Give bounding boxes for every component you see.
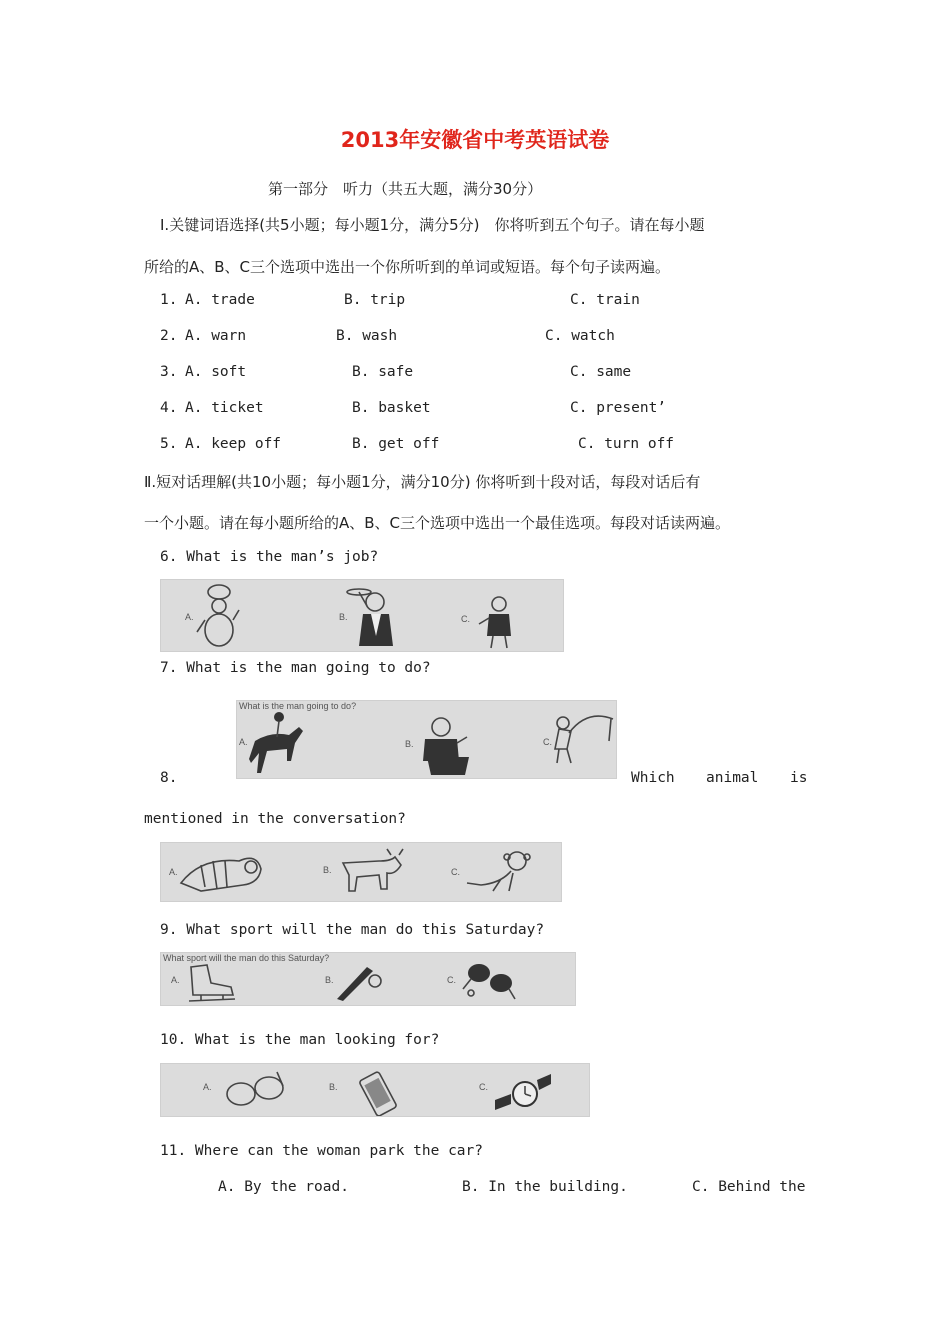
q10-picture-strip [160,1063,590,1117]
option-letter: A. [171,975,180,985]
option-letter: A. [203,1082,212,1092]
section1-instructions: I.关键词语选择(共5小题；每小题1分，满分5分) 你将听到五个句子。请在每小题 [160,216,705,234]
option-c: C. turn off [578,436,675,452]
option-letter: C. [447,975,456,985]
fisherman-icon [555,716,613,763]
page-title: 2013年安徽省中考英语试卷 [340,128,610,152]
waiter-icon [347,589,393,646]
q11-option-b: B. In the building. [462,1179,628,1195]
option-letter: B. [339,612,348,622]
option-letter: C. [461,614,470,624]
cook-icon [197,585,239,646]
option-letter: B. [405,739,414,749]
wristwatch-icon [495,1074,551,1110]
option-a: A. warn [185,328,247,344]
ice-skate-icon [189,965,235,1001]
baseball-bat-icon [337,967,381,1001]
strip-caption: What sport will the man do this Saturday? [163,953,330,963]
option-c: C. watch [545,328,615,344]
question-7: 7. What is the man going to do? [160,660,431,676]
q11-option-c: C. Behind the [692,1179,806,1195]
speaker-at-podium-icon [423,718,469,775]
option-letter: A. [239,737,248,747]
section2-instructions: Ⅱ.短对话理解(共10小题；每小题1分，满分10分) 你将听到十段对话，每段对话后有 [144,473,701,491]
option-letter: C. [543,737,552,747]
question-8-word: is [790,770,808,786]
monkey-icon [467,852,530,891]
item-number: 1. [160,292,178,308]
option-b: B. basket [352,400,431,416]
q6-picture-strip [160,579,564,652]
option-letter: B. [325,975,334,985]
question-8-number: 8. [160,770,178,786]
option-a: A. trade [185,292,255,308]
option-b: B. get off [352,436,440,452]
mobile-phone-icon [359,1071,397,1116]
question-8-word: Which [631,770,675,786]
option-c: C. present’ [570,400,667,416]
option-a: A. ticket [185,400,264,416]
option-a: A. keep off [185,436,282,452]
ping-pong-paddles-icon [463,964,515,999]
part-heading: 第一部分 听力（共五大题，满分30分） [268,180,543,198]
question-9: 9. What sport will the man do this Saturday? [160,922,545,938]
section2-instructions-cont: 一个小题。请在每小题所给的A、B、C三个选项中选出一个最佳选项。每段对话读两遍。 [144,514,731,532]
option-c: C. train [570,292,640,308]
section1-instructions-cont: 所给的A、B、C三个选项中选出一个你所听到的单词或短语。每个句子读两遍。 [144,258,671,276]
question-6: 6. What is the man’s job? [160,549,379,565]
option-b: B. wash [336,328,398,344]
bull-icon [343,849,403,891]
question-10: 10. What is the man looking for? [160,1032,440,1048]
q8-picture-strip [160,842,562,902]
q11-option-a: A. By the road. [218,1179,349,1195]
option-b: B. safe [352,364,414,380]
item-number: 2. [160,328,178,344]
horse-rider-icon [249,712,303,773]
question-8-text: mentioned in the conversation? [144,811,406,827]
item-number: 5. [160,436,178,452]
question-8-word: animal [706,770,759,786]
tiger-icon [181,858,261,891]
q7-picture-strip [236,700,617,779]
option-letter: C. [479,1082,488,1092]
q9-picture-strip [160,952,576,1006]
question-11: 11. Where can the woman park the car? [160,1143,484,1159]
option-a: A. soft [185,364,247,380]
option-letter: A. [169,867,178,877]
option-letter: C. [451,867,460,877]
item-number: 4. [160,400,178,416]
option-c: C. same [570,364,632,380]
strip-caption: What is the man going to do? [239,701,357,711]
option-letter: B. [323,865,332,875]
option-b: B. trip [344,292,406,308]
man-in-suit-icon [479,597,511,648]
option-letter: A. [185,612,194,622]
option-letter: B. [329,1082,338,1092]
glasses-icon [227,1072,283,1105]
item-number: 3. [160,364,178,380]
